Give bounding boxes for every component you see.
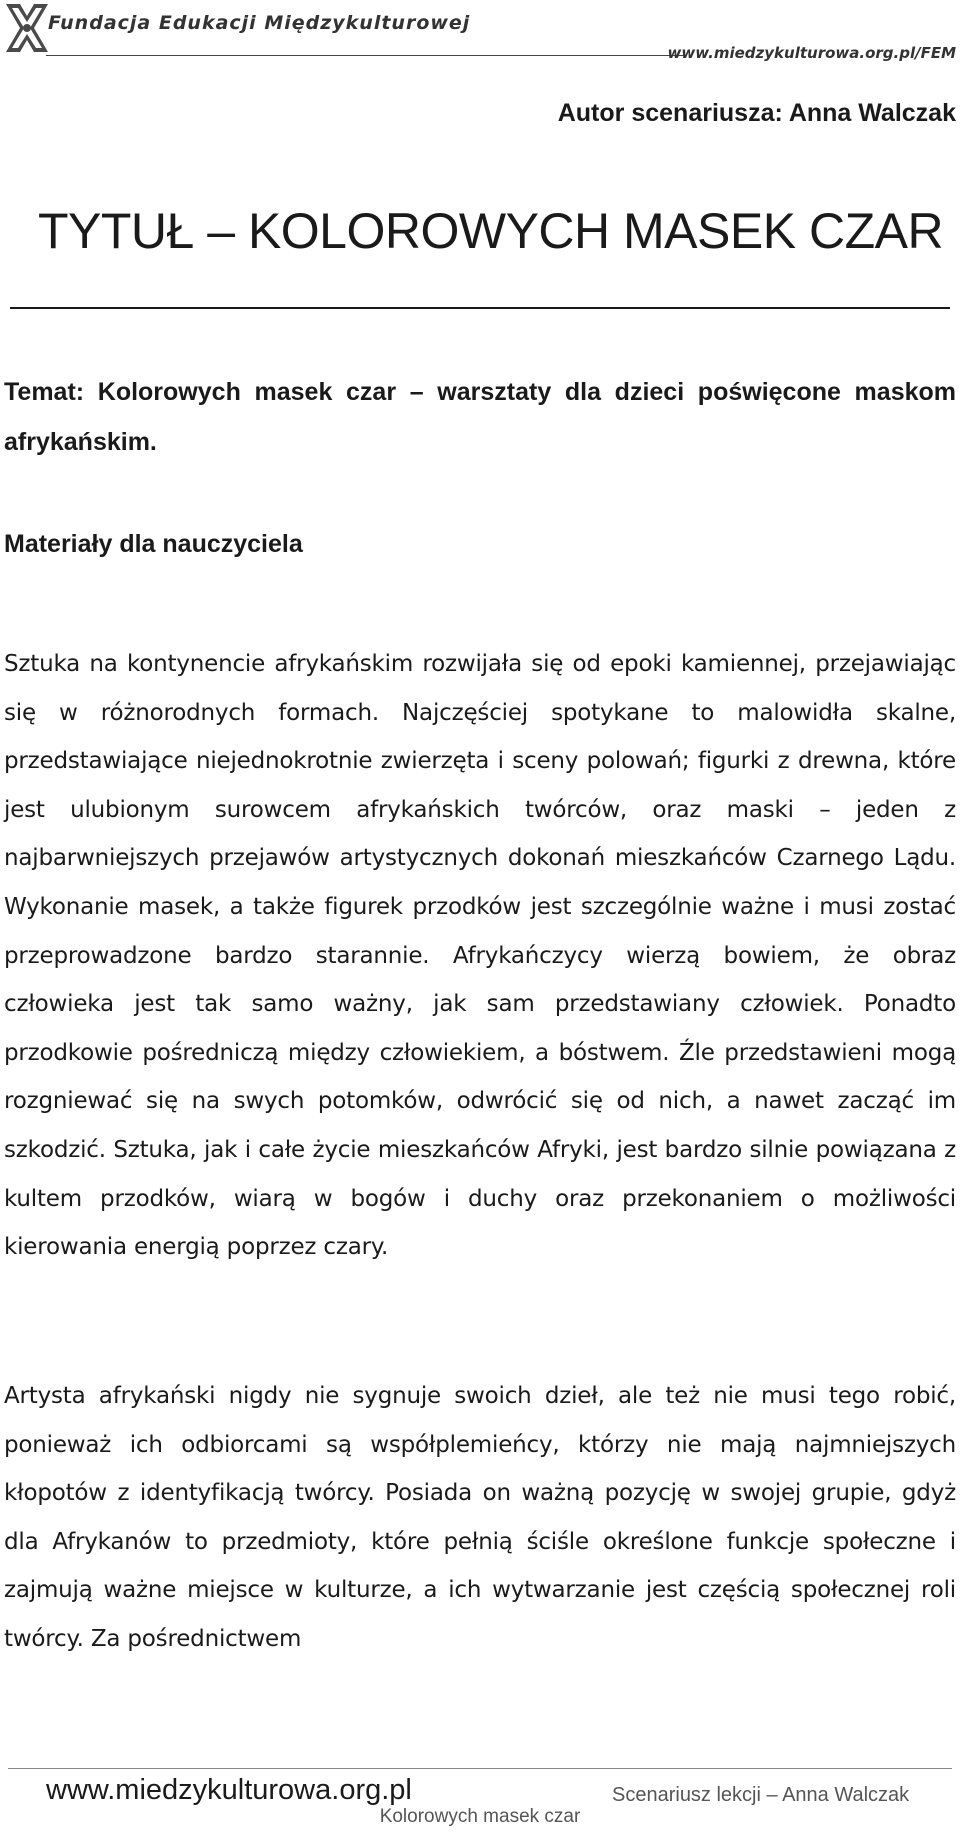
- organization-name: Fundacja Edukacji Międzykulturowej: [48, 12, 471, 34]
- footer-divider: [8, 1768, 952, 1769]
- header-divider: [46, 55, 686, 56]
- page-header: [0, 0, 960, 70]
- fem-logo-icon: [2, 2, 52, 58]
- footer-lesson-title: Kolorowych masek czar: [379, 1806, 581, 1827]
- body-paragraph: Sztuka na kontynencie afrykańskim rozwijała się od epoki kamiennej, przejawiając się w różnorodnych formach. Najczęściej spotykane to malowidła skalne, przedstawiające niejednokrotnie zwierzęta i sceny polowań; figurki z drewna, które jest ulubionym surowcem afrykańskich twórców, oraz maski – jeden z najbarwniejszych przejawów artystycznych dokonań mieszkańców Czarnego Lądu. Wykonanie masek, a także figurek przodków jest szczególnie ważne i musi zostać przeprowadzone bardzo starannie. Afrykańczycy wierzą bowiem, że obraz człowieka jest tak samo ważny, jak sam przedstawiany człowiek. Ponadto przodkowie pośredniczą między człowiekiem, a bóstwem. Źle przedstawieni mogą rozgniewać się na swych potomków, odwrócić się od nich, a nawet zacząć im szkodzić. Sztuka, jak i całe życie mieszkańców Afryki, jest bardzo silnie powiązana z kultem przodków, wiarą w bogów i duchy oraz przekonaniem o możliwości kierowania energią poprzez czary.: [4, 651, 956, 1261]
- body-paragraph: Artysta afrykański nigdy nie sygnuje swoich dzieł, ale też nie musi tego robić, ponieważ ich odbiorcami są współplemieńcy, którzy nie mają najmniejszych kłopotów z identyfikacją twórcy. Posiada on ważną pozycję w swojej grupie, gdyż dla Afrykanów to przedmioty, które pełnią ściśle określone funkcje społeczne i zajmują ważne miejsce w kulturze, a ich wytwarzanie jest częścią społecznej roli twórcy. Za pośrednictwem: [4, 1383, 956, 1652]
- author-line: Autor scenariusza: Anna Walczak: [557, 99, 956, 127]
- page-title: TYTUŁ – KOLOROWYCH MASEK CZAR: [38, 203, 944, 259]
- section-heading: Materiały dla nauczyciela: [4, 530, 303, 558]
- title-underline: [10, 307, 950, 309]
- footer-credit: Scenariusz lekcji – Anna Walczak: [612, 1784, 910, 1806]
- lesson-topic: Temat: Kolorowych masek czar – warsztaty dla dzieci poświęcone maskom afrykańskim.: [4, 378, 956, 456]
- header-url[interactable]: www.miedzykulturowa.org.pl/FEM: [667, 44, 956, 62]
- footer-url[interactable]: www.miedzykulturowa.org.pl: [46, 1774, 412, 1806]
